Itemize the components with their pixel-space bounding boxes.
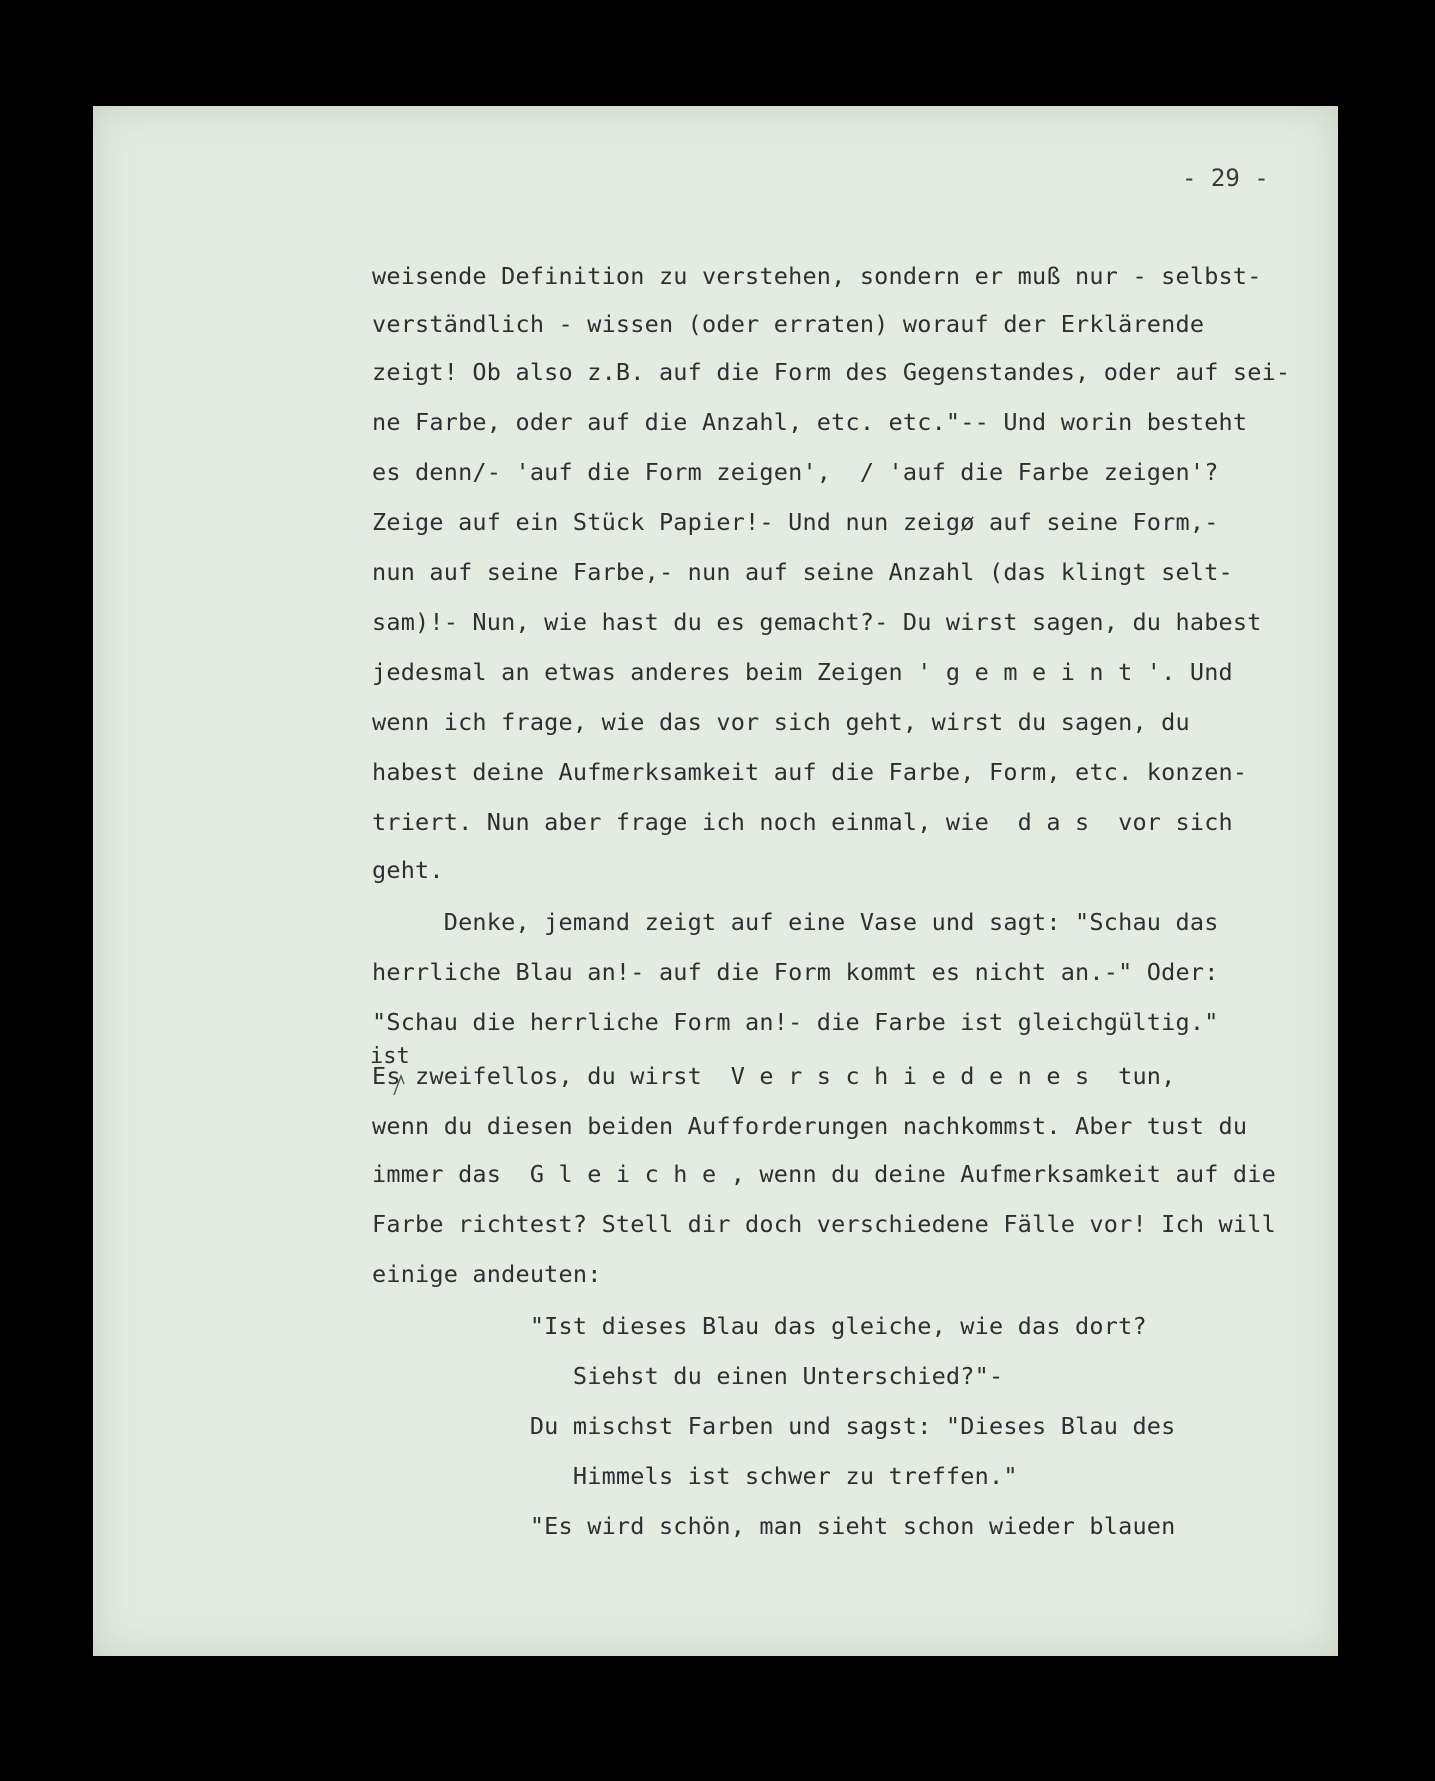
text-line: triert. Nun aber frage ich noch einmal, wie d a s vor sich bbox=[372, 808, 1233, 836]
text-line: "Ist dieses Blau das gleiche, wie das dort? bbox=[372, 1312, 1147, 1340]
text-line: immer das G l e i c h e , wenn du deine Aufmerksamkeit auf die bbox=[372, 1160, 1276, 1188]
text-line: "Schau die herrliche Form an!- die Farbe ist gleichgültig." bbox=[372, 1008, 1219, 1036]
text-line: Es zweifellos, du wirst V e r s c h i e d e n e s tun, bbox=[372, 1062, 1176, 1090]
typed-text-body bbox=[372, 262, 1291, 1540]
text-line: zeigt! Ob also z.B. auf die Form des Gegenstandes, oder auf sei- bbox=[372, 358, 1291, 386]
text-line: wenn du diesen beiden Aufforderungen nachkommst. Aber tust du bbox=[372, 1112, 1248, 1140]
text-line: jedesmal an etwas anderes beim Zeigen ' g e m e i n t '. Und bbox=[372, 658, 1233, 686]
text-line: Farbe richtest? Stell dir doch verschiedene Fälle vor! Ich will bbox=[372, 1210, 1276, 1238]
text-line: Du mischst Farben und sagst: "Dieses Blau des bbox=[372, 1412, 1176, 1440]
text-line: herrliche Blau an!- auf die Form kommt es nicht an.-" Oder: bbox=[372, 958, 1219, 986]
text-line: geht. bbox=[372, 856, 444, 884]
text-line: einige andeuten: bbox=[372, 1260, 602, 1288]
handwritten-insertion: ist bbox=[370, 1044, 410, 1069]
text-line: weisende Definition zu verstehen, sondern er muß nur - selbst- bbox=[372, 262, 1262, 290]
text-line: Denke, jemand zeigt auf eine Vase und sagt: "Schau das bbox=[372, 908, 1219, 936]
text-line: ne Farbe, oder auf die Anzahl, etc. etc."-- Und worin besteht bbox=[372, 408, 1248, 436]
insertion-caret-icon bbox=[393, 1074, 407, 1096]
text-line: Zeige auf ein Stück Papier!- Und nun zeigø auf seine Form,- bbox=[372, 508, 1219, 536]
text-line: "Es wird schön, man sieht schon wieder blauen bbox=[372, 1512, 1176, 1540]
text-line: Siehst du einen Unterschied?"- bbox=[372, 1362, 1004, 1390]
page-number: - 29 - bbox=[1182, 164, 1269, 192]
text-line: habest deine Aufmerksamkeit auf die Farbe, Form, etc. konzen- bbox=[372, 758, 1248, 786]
text-line: verständlich - wissen (oder erraten) worauf der Erklärende bbox=[372, 310, 1205, 338]
text-line: sam)!- Nun, wie hast du es gemacht?- Du wirst sagen, du habest bbox=[372, 608, 1262, 636]
text-line: wenn ich frage, wie das vor sich geht, wirst du sagen, du bbox=[372, 708, 1190, 736]
text-line: Himmels ist schwer zu treffen." bbox=[372, 1462, 1018, 1490]
text-line: nun auf seine Farbe,- nun auf seine Anzahl (das klingt selt- bbox=[372, 558, 1233, 586]
text-line: es denn/- 'auf die Form zeigen', / 'auf die Farbe zeigen'? bbox=[372, 458, 1219, 486]
